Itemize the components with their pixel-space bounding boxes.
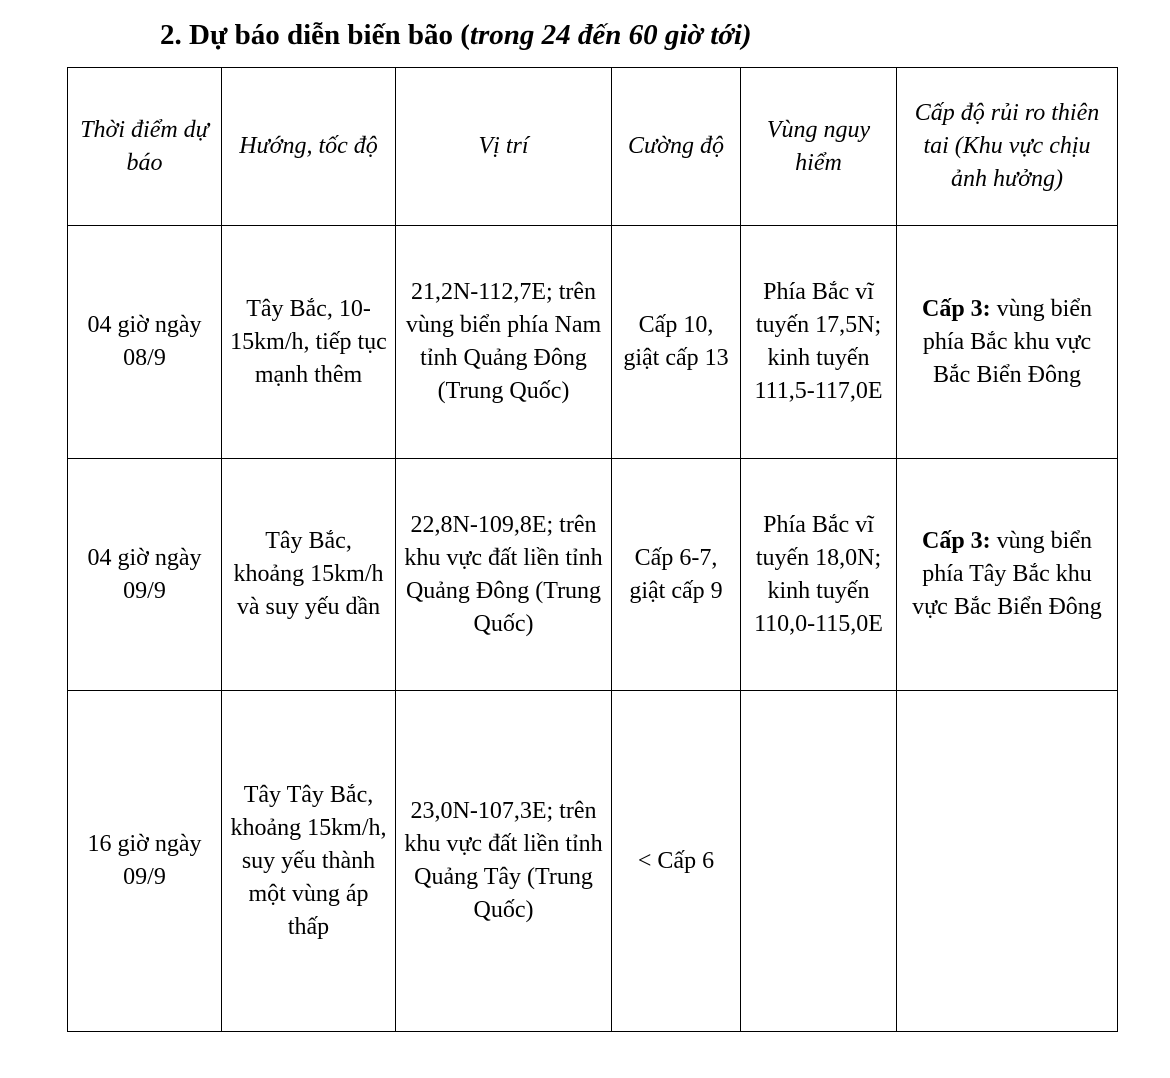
cell-direction: Tây Bắc, 10-15km/h, tiếp tục mạnh thêm: [222, 226, 396, 459]
cell-risk: [897, 691, 1118, 1032]
header-position: Vị trí: [396, 68, 612, 226]
cell-intensity: Cấp 10, giật cấp 13: [612, 226, 741, 459]
cell-danger-zone: [741, 691, 897, 1032]
table-header-row: [68, 68, 1118, 226]
cell-intensity: < Cấp 6: [612, 691, 741, 1032]
cell-direction: Tây Tây Bắc, khoảng 15km/h, suy yếu thành một vùng áp thấp: [222, 691, 396, 1032]
header-direction-speed: Hướng, tốc độ: [222, 68, 396, 226]
cell-danger-zone: Phía Bắc vĩ tuyến 18,0N; kinh tuyến 110,0-115,0E: [741, 459, 897, 691]
cell-intensity: Cấp 6-7, giật cấp 9: [612, 459, 741, 691]
cell-position: 23,0N-107,3E; trên khu vực đất liền tỉnh Quảng Tây (Trung Quốc): [396, 691, 612, 1032]
cell-position: 22,8N-109,8E; trên khu vực đất liền tỉnh Quảng Đông (Trung Quốc): [396, 459, 612, 691]
table-row: [68, 459, 1118, 691]
header-risk-level: Cấp độ rủi ro thiên tai (Khu vực chịu ảnh hưởng): [897, 68, 1118, 226]
cell-risk: [897, 226, 1118, 459]
cell-time: 04 giờ ngày 09/9: [68, 459, 222, 691]
risk-level-label: Cấp 3:: [922, 295, 991, 322]
section-title: [160, 18, 752, 53]
section-title-italic: trong 24 đến 60 giờ tới): [469, 19, 752, 51]
storm-forecast-table: [67, 67, 1118, 1032]
section-title-main: 2. Dự báo diễn biến bão (: [160, 19, 470, 51]
cell-time: 16 giờ ngày 09/9: [68, 691, 222, 1032]
table-row: [68, 226, 1118, 459]
cell-direction: Tây Bắc, khoảng 15km/h và suy yếu dần: [222, 459, 396, 691]
cell-danger-zone: Phía Bắc vĩ tuyến 17,5N; kinh tuyến 111,5-117,0E: [741, 226, 897, 459]
cell-time: 04 giờ ngày 08/9: [68, 226, 222, 459]
table-row: [68, 691, 1118, 1032]
risk-level-label: Cấp 3:: [922, 528, 991, 554]
header-danger-zone: Vùng nguy hiểm: [741, 68, 897, 226]
risk-area-text: vùng biển phía Tây Bắc khu vực Bắc Biển Đông: [912, 528, 1102, 620]
header-forecast-time: Thời điểm dự báo: [68, 68, 222, 226]
cell-risk: [897, 459, 1118, 691]
header-intensity: Cường độ: [612, 68, 741, 226]
cell-position: 21,2N-112,7E; trên vùng biển phía Nam tỉnh Quảng Đông (Trung Quốc): [396, 226, 612, 459]
risk-area-text: vùng biển phía Bắc khu vực Bắc Biển Đông: [922, 295, 1092, 388]
